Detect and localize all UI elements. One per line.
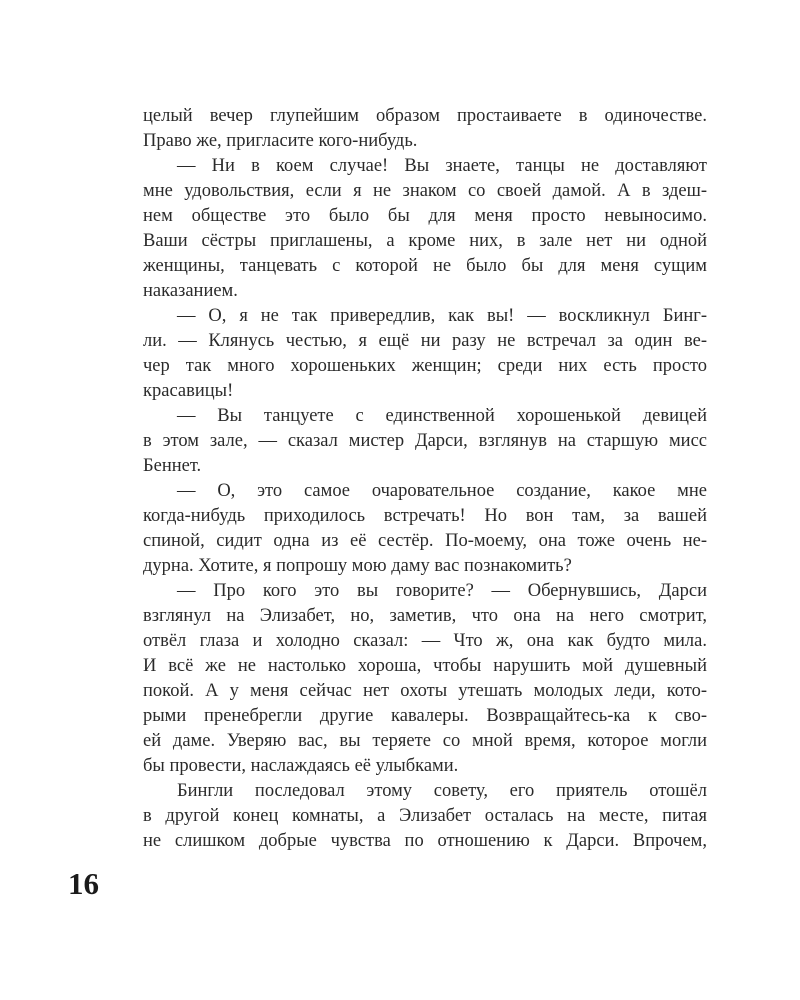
text-line: отвёл глаза и холодно сказал: — Что ж, она как будто мила. bbox=[143, 631, 707, 651]
text-line: спиной, сидит одна из её сестёр. По-моему, она тоже очень не- bbox=[143, 531, 707, 551]
text-line: целый вечер глупейшим образом простаиваете в одиночестве. bbox=[143, 106, 707, 126]
text-line: в этом зале, — сказал мистер Дарси, взглянув на старшую мисс bbox=[143, 431, 707, 451]
text-line: — Про кого это вы говорите? — Обернувшись, Дарси bbox=[177, 581, 707, 601]
text-line: нем обществе это было бы для меня просто невыносимо. bbox=[143, 206, 707, 226]
text-line: в другой конец комнаты, а Элизабет осталась на месте, питая bbox=[143, 806, 707, 826]
text-line: рыми пренебрегли другие кавалеры. Возвращайтесь-ка к сво- bbox=[143, 706, 707, 726]
text-line: — О, это самое очаровательное создание, какое мне bbox=[177, 481, 707, 501]
text-line: покой. А у меня сейчас нет охоты утешать молодых леди, кото- bbox=[143, 681, 707, 701]
text-line: ей даме. Уверяю вас, вы теряете со мной время, которое могли bbox=[143, 731, 707, 751]
text-line: — О, я не так привередлив, как вы! — воскликнул Бинг- bbox=[177, 306, 707, 326]
page-number: 16 bbox=[68, 866, 99, 901]
text-line: Беннет. bbox=[143, 456, 202, 476]
text-line: красавицы! bbox=[143, 381, 234, 401]
text-line: наказанием. bbox=[143, 281, 238, 301]
text-line: Право же, пригласите кого-нибудь. bbox=[143, 131, 418, 151]
text-line: ли. — Клянусь честью, я ещё ни разу не встречал за один ве- bbox=[143, 331, 707, 351]
book-text-body bbox=[143, 104, 707, 854]
text-line: бы провести, наслаждаясь её улыбками. bbox=[143, 756, 459, 776]
text-line: женщины, танцевать с которой не было бы для меня сущим bbox=[143, 256, 707, 276]
text-line: Бингли последовал этому совету, его приятель отошёл bbox=[177, 781, 707, 801]
text-line: мне удовольствия, если я не знаком со своей дамой. А в здеш- bbox=[143, 181, 707, 201]
text-line: дурна. Хотите, я попрошу мою даму вас познакомить? bbox=[143, 556, 572, 576]
text-line: Ваши сёстры приглашены, а кроме них, в зале нет ни одной bbox=[143, 231, 707, 251]
text-line: не слишком добрые чувства по отношению к Дарси. Впрочем, bbox=[143, 831, 707, 851]
text-line: взглянул на Элизабет, но, заметив, что она на него смотрит, bbox=[143, 606, 707, 626]
text-line: — Ни в коем случае! Вы знаете, танцы не доставляют bbox=[177, 156, 707, 176]
text-line: И всё же не настолько хороша, чтобы нарушить мой душевный bbox=[143, 656, 707, 676]
text-line: когда-нибудь приходилось встречать! Но вон там, за вашей bbox=[143, 506, 707, 526]
text-line: чер так много хорошеньких женщин; среди них есть просто bbox=[143, 356, 707, 376]
text-line: — Вы танцуете с единственной хорошенькой девицей bbox=[177, 406, 707, 426]
